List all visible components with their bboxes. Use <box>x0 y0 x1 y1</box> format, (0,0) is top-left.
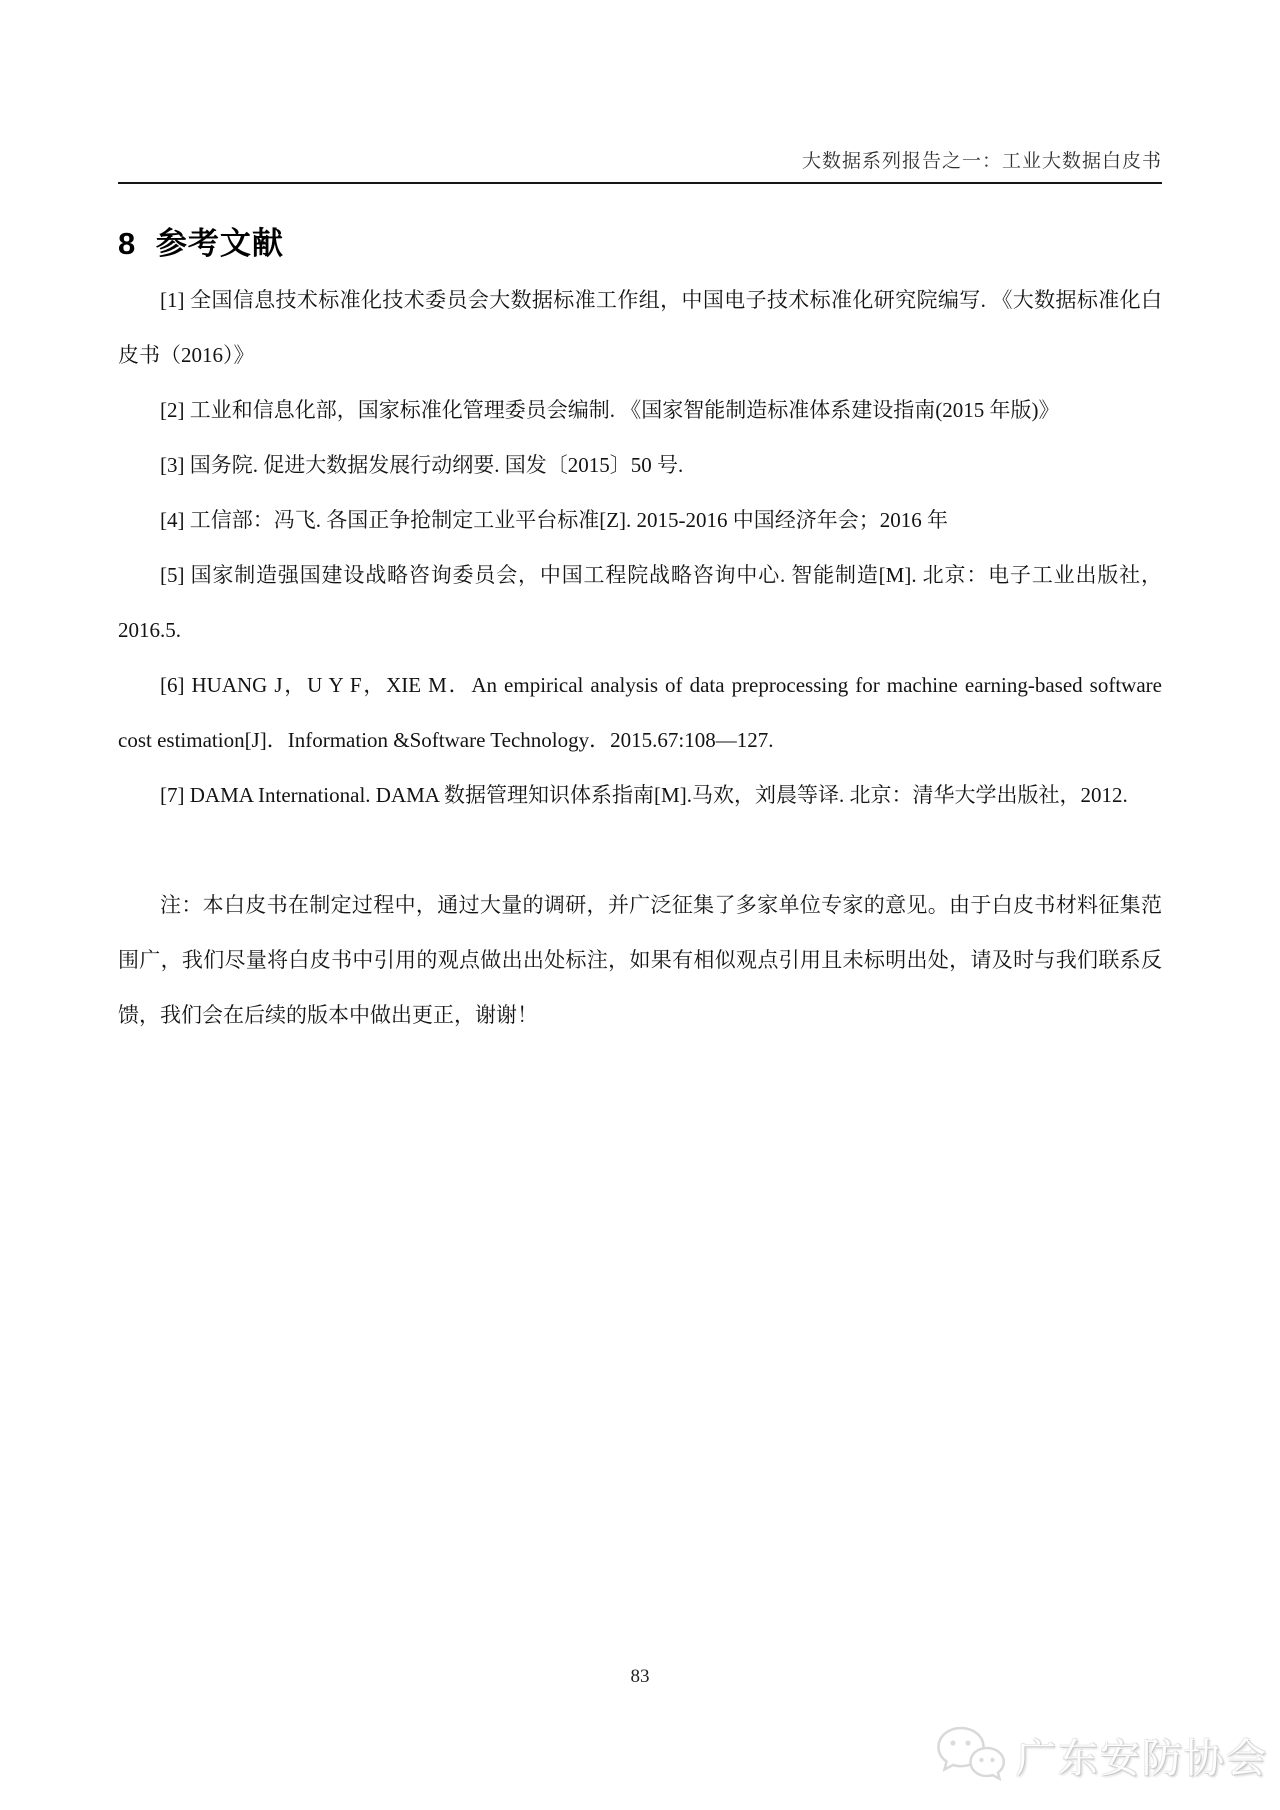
section-heading: 8 参考文献 <box>118 226 284 261</box>
reference-item-3: [3] 国务院. 促进大数据发展行动纲要. 国发〔2015〕50 号. <box>160 453 684 477</box>
watermark-label: 广东安防协会 <box>1016 1736 1268 1781</box>
wechat-icon <box>934 1724 1008 1786</box>
reference-item-5: [5] 国家制造强国建设战略咨询委员会，中国工程院战略咨询中心. 智能制造[M]. 北京：电子工业出版社，2016.5. <box>118 563 1162 642</box>
reference-item-1: [1] 全国信息技术标准化技术委员会大数据标准工作组，中国电子技术标准化研究院编写. 《大数据标准化白皮书（2016）》 <box>118 288 1162 367</box>
page-number: 83 <box>630 1666 650 1687</box>
page-content <box>118 218 1162 1043</box>
reference-item-4: [4] 工信部：冯飞. 各国正争抢制定工业平台标准[Z]. 2015-2016 中国经济年会；2016 年 <box>160 508 949 532</box>
reference-list <box>118 273 1162 823</box>
reference-item-2: [2] 工业和信息化部，国家标准化管理委员会编制. 《国家智能制造标准体系建设指南(2015 年版)》 <box>160 398 1060 422</box>
watermark <box>934 1724 1268 1786</box>
page-header <box>118 0 1162 184</box>
reference-item-6: [6] HUANG J，U Y F，XIE M．An empirical analysis of data preprocessing for machine earning-based software cost estimation[J]．Information &Software Technology．2015.67:108—127. <box>118 673 1162 752</box>
running-header-title: 大数据系列报告之一：工业大数据白皮书 <box>801 151 1162 172</box>
reference-item-7: [7] DAMA International. DAMA 数据管理知识体系指南[M].马欢，刘晨等译. 北京：清华大学出版社，2012. <box>160 783 1128 807</box>
note-paragraph: 注：本白皮书在制定过程中，通过大量的调研，并广泛征集了多家单位专家的意见。由于白皮书材料征集范围广，我们尽量将白皮书中引用的观点做出出处标注，如果有相似观点引用且未标明出处，请及时与我们联系反馈，我们会在后续的版本中做出更正，谢谢！ <box>118 893 1162 1027</box>
